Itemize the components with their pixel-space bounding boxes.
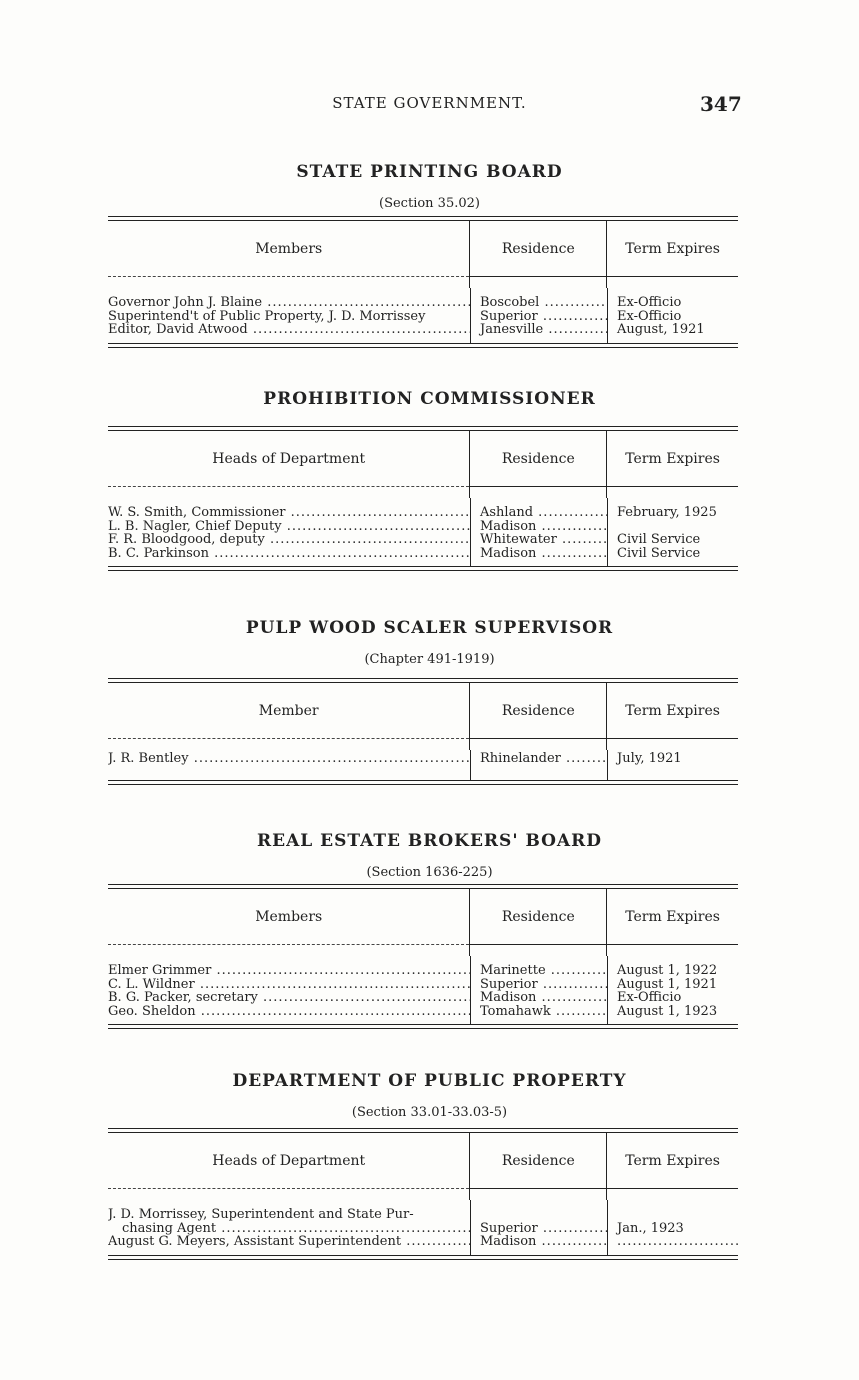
table-row-residence: Marinette .....	[471, 964, 607, 978]
running-header: STATE GOVERNMENT.	[332, 94, 527, 112]
section-prohibition-commissioner	[0, 389, 859, 409]
section-subtitle: (Section 33.01-33.03-5)	[351, 1105, 508, 1120]
table-row-name: J. D. Morrissey, Superintendent and State Pur-	[108, 1208, 414, 1222]
table-row-name: B. G. Packer, secretary .....	[108, 991, 470, 1005]
section-title: DEPARTMENT OF PUBLIC PROPERTY	[232, 1071, 627, 1091]
table-row-term: Civil Service	[617, 533, 701, 547]
table-row-term	[608, 520, 738, 534]
table-row-term: August, 1921	[617, 323, 705, 337]
table-row-name: Geo. Sheldon .....	[108, 1005, 470, 1019]
table-row-name: August G. Meyers, Assistant Superintendent .....	[108, 1235, 470, 1249]
column-header-term: Term Expires	[606, 889, 738, 944]
section-subtitle: (Chapter 491-1919)	[364, 652, 495, 667]
table-row-name: Editor, David Atwood .....	[108, 323, 470, 337]
column-header-term: Term Expires	[606, 431, 738, 486]
table-row-term: Civil Service	[617, 546, 701, 560]
column-header-term: Term Expires	[606, 683, 738, 738]
table-row-term: February, 1925	[617, 506, 717, 520]
column-header-residence: Residence	[469, 221, 606, 276]
table-row-term: August 1, 1921	[617, 977, 718, 991]
table-row-residence: Superior .....	[471, 1222, 607, 1236]
table-row-name: W. S. Smith, Commissioner .....	[108, 506, 470, 520]
table-real-estate-brokers	[108, 884, 738, 1029]
column-header-residence: Residence	[469, 431, 606, 486]
table-row-term: August 1, 1923	[617, 1004, 718, 1018]
table-row-term: July, 1921	[617, 752, 682, 766]
table-row-residence: Whitewater .....	[471, 533, 607, 547]
table-row-residence: Superior .....	[471, 978, 607, 992]
table-row-residence: Rhinelander .....	[471, 752, 607, 766]
table-row-residence: Boscobel .....	[471, 296, 607, 310]
table-row-residence: Ashland .....	[471, 506, 607, 520]
column-header-heads: Heads of Department	[212, 450, 366, 467]
table-row-name: J. R. Bentley .....	[108, 752, 470, 766]
column-header-member: Member	[258, 702, 319, 719]
table-row-residence: Madison .....	[471, 1235, 607, 1249]
table-row-term: Ex-Officio	[617, 991, 682, 1005]
section-title: REAL ESTATE BROKERS' BOARD	[256, 831, 602, 851]
table-row-residence: Madison .....	[471, 991, 607, 1005]
table-row-term: August 1, 1922	[617, 964, 718, 978]
table-row-name: B. C. Parkinson .....	[108, 547, 470, 561]
column-header-heads: Heads of Department	[212, 1152, 366, 1169]
table-state-printing-board	[108, 216, 738, 348]
table-row-residence: Madison .....	[471, 520, 607, 534]
table-prohibition-commissioner	[108, 426, 738, 571]
page-number: 347	[700, 92, 742, 116]
column-header-term: Term Expires	[606, 1133, 738, 1188]
section-public-property	[0, 1071, 859, 1120]
table-row-term: Ex-Officio	[617, 296, 682, 310]
section-title: PULP WOOD SCALER SUPERVISOR	[245, 618, 614, 638]
section-pulp-wood-scaler	[0, 618, 859, 667]
column-header-residence: Residence	[469, 1133, 606, 1188]
section-title: STATE PRINTING BOARD	[296, 162, 563, 182]
table-public-property	[108, 1128, 738, 1260]
table-row-term	[608, 1235, 739, 1249]
column-header-term: Term Expires	[606, 221, 738, 276]
table-row-term	[608, 1208, 739, 1222]
table-row-residence: Superior .....	[471, 310, 607, 324]
table-row-residence: Janesville .....	[471, 323, 607, 337]
table-row-residence	[471, 1208, 607, 1222]
column-header-members: Members	[255, 908, 323, 925]
section-real-estate-brokers	[0, 831, 859, 880]
column-header-residence: Residence	[469, 683, 606, 738]
table-row-residence: Tomahawk .....	[471, 1005, 607, 1019]
column-header-residence: Residence	[469, 889, 606, 944]
table-row-name: Governor John J. Blaine .....	[108, 296, 470, 310]
section-title: PROHIBITION COMMISSIONER	[263, 389, 596, 409]
table-row-term: Ex-Officio	[617, 309, 682, 323]
table-row-name: Elmer Grimmer .....	[108, 964, 470, 978]
table-row-residence: Madison .....	[471, 547, 607, 561]
column-header-members: Members	[255, 240, 323, 257]
section-subtitle: (Section 35.02)	[379, 196, 480, 211]
table-row-name: C. L. Wildner .....	[108, 978, 470, 992]
section-state-printing-board	[0, 162, 859, 211]
table-row-name: L. B. Nagler, Chief Deputy .....	[108, 520, 470, 534]
section-subtitle: (Section 1636-225)	[366, 865, 493, 880]
table-row-name: F. R. Bloodgood, deputy .....	[108, 533, 470, 547]
table-pulp-wood-scaler	[108, 678, 738, 785]
table-row-term: Jan., 1923	[617, 1221, 684, 1235]
table-row-name: chasing Agent .....	[108, 1222, 470, 1236]
table-row-name: Superintend't of Public Property, J. D. Morrissey	[108, 309, 426, 323]
